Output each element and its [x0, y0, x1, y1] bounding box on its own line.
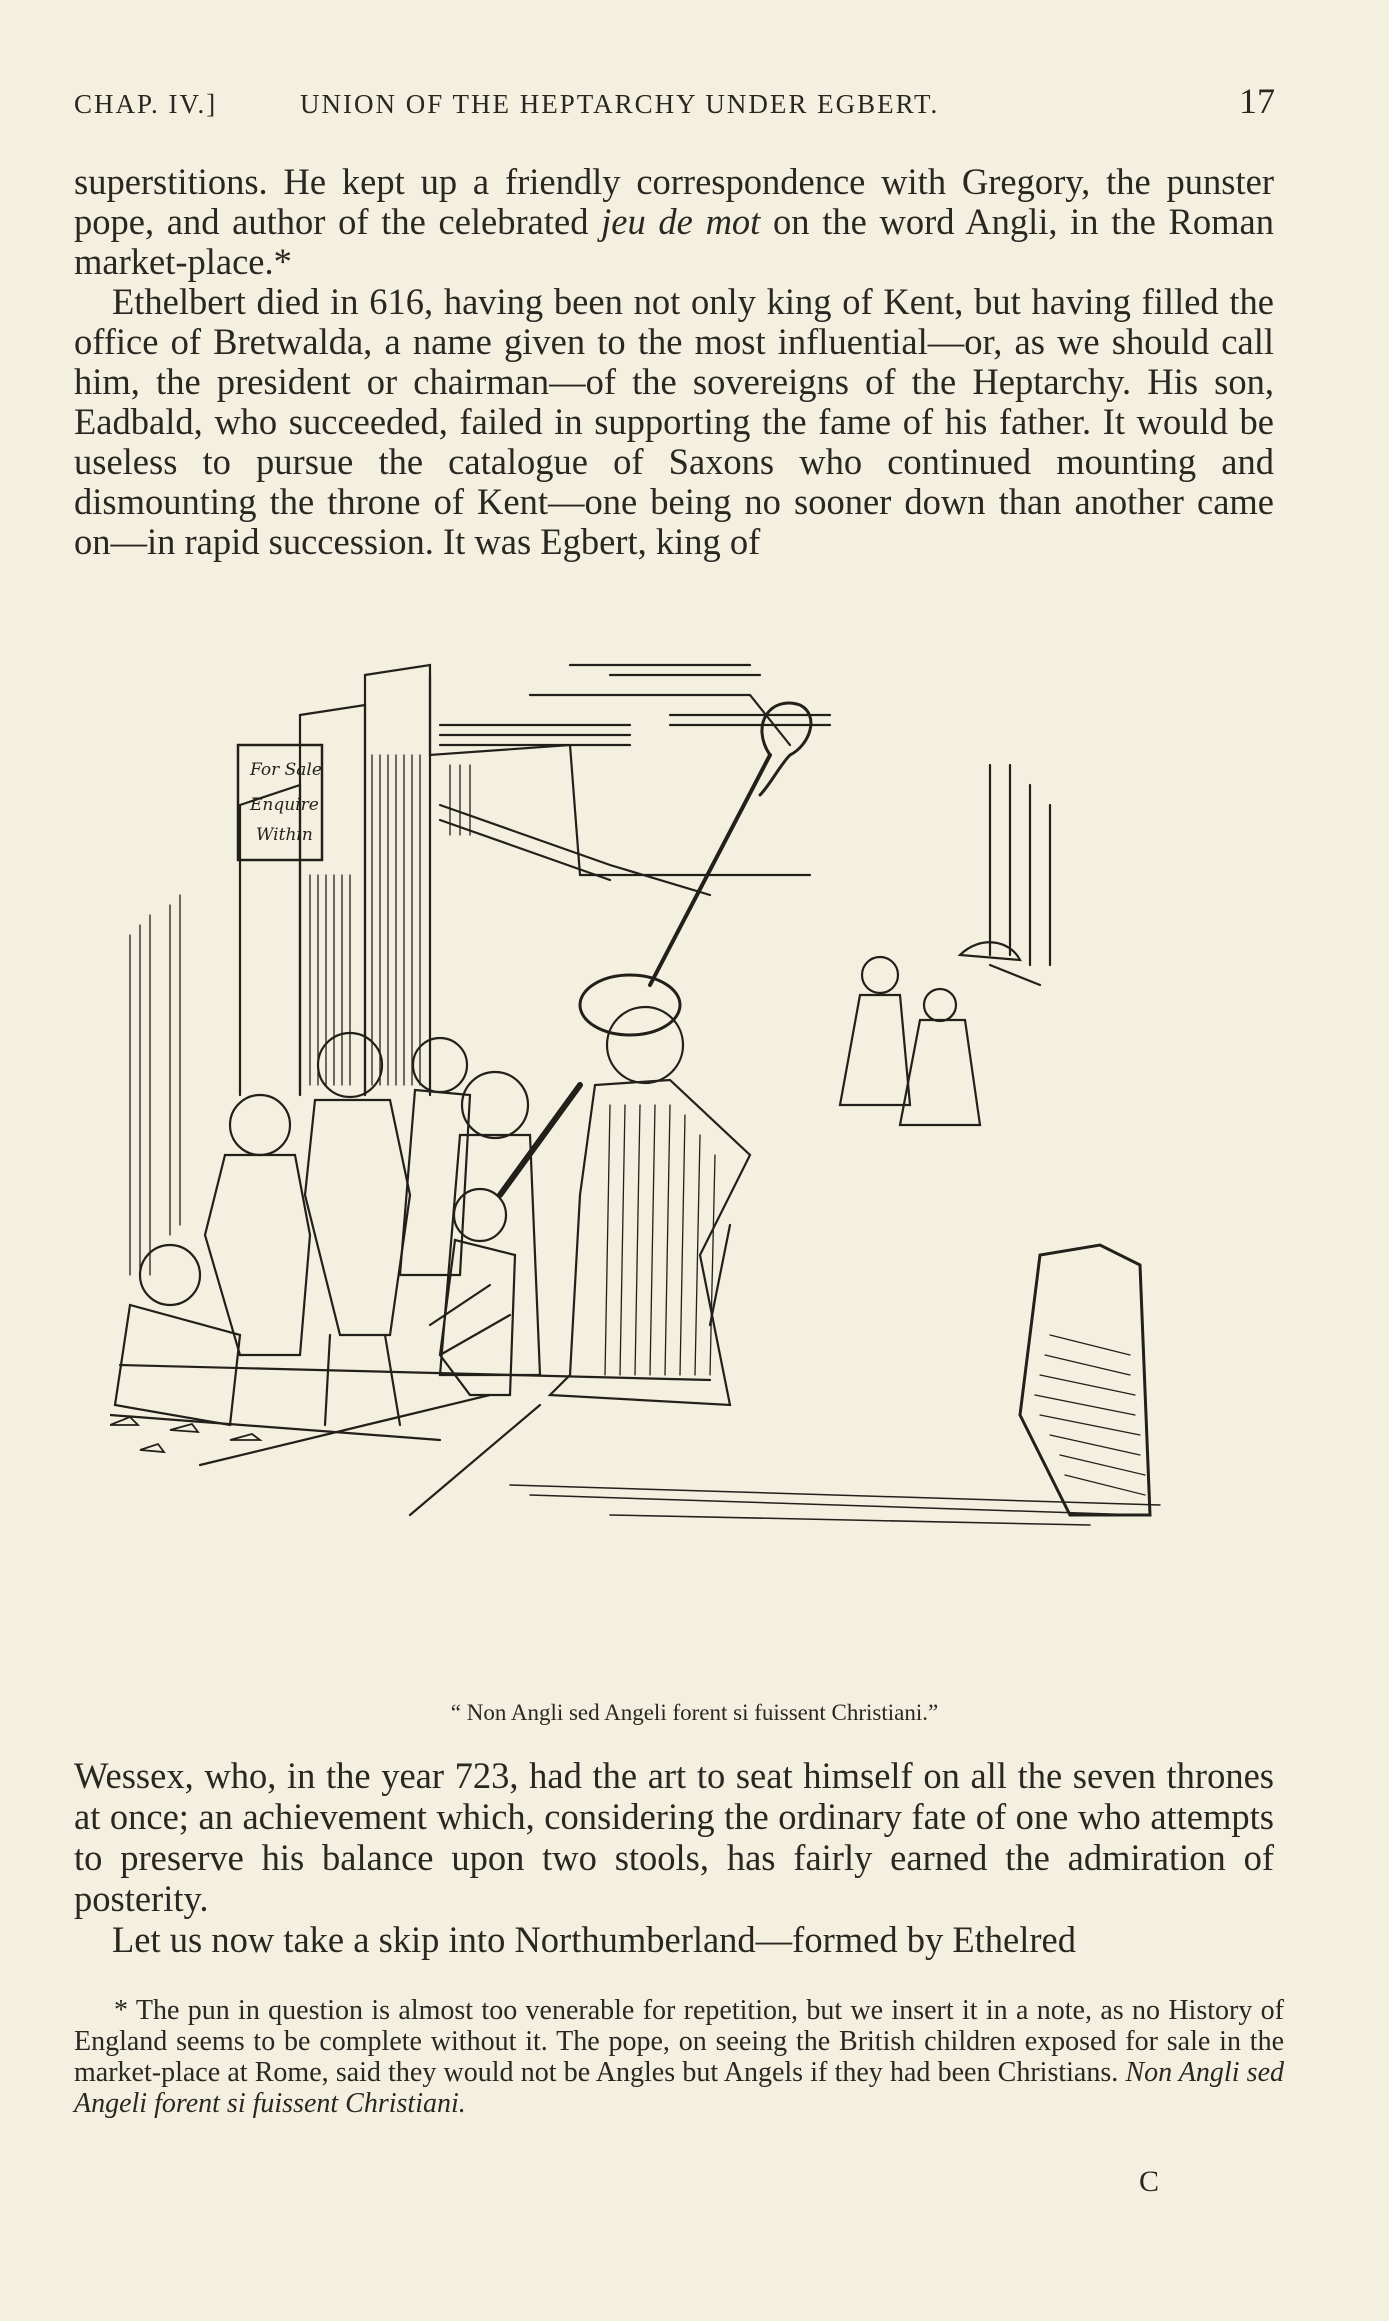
paragraph-wessex: Wessex, who, in the year 723, had the art to seat himself on all the seven thrones at once; an achievement which, considering the ordinary fate of one who attempts to preserve his balance upon two stools, has fairly earned the admiration of posterity. [74, 1755, 1274, 1919]
ground-lines [110, 1285, 1160, 1525]
paragraph-ethelbert: Ethelbert died in 616, having been not only king of Kent, but having filled the office of Bretwalda, a name given to the most influential—or, as we should call him, the president or chairman—of the sovereigns of the Heptarchy. His son, Eadbald, who succeeded, failed in supporting the fame of his father. It would be useless to pursue the catalogue of Saxons who continued mounting and dismounting the throne of Kent—one being no sooner down than another came on—in rapid succession. It was Egbert, king of [74, 281, 1274, 562]
lower-text-block [74, 1755, 1274, 1960]
footnote: * The pun in question is almost too venerable for repetition, but we insert it in a note, as no History of England seems to be complete without it. The pope, on seeing the British children exposed for sale in the market-place at Rome, said they would not be Angles but Angels if they had been Christians. Non Angli sed Angeli forent si fuissent Christiani. [74, 1995, 1284, 2119]
running-head [74, 80, 1275, 130]
paragraph-superstitions: superstitions. He kept up a friendly correspondence with Gregory, the punster pope, and author of the celebrated jeu de mot on the word Angli, in the Roman market-place.* [74, 161, 1274, 282]
chapter-label: CHAP. IV.] [74, 89, 218, 119]
pope-figure [500, 703, 811, 1405]
sign-text-for-sale: For Sale [250, 760, 322, 780]
engraving-illustration [110, 635, 1260, 1685]
upper-text-block [74, 162, 1274, 562]
signature-mark: C [1139, 2165, 1160, 2198]
sign-text-within: Within [256, 825, 313, 845]
footnote-latin-italic: Non Angli sed Angeli forent si fuissent Christiani. [74, 2057, 1284, 2119]
background-figures [840, 942, 1040, 1125]
background-buildings [240, 665, 1050, 1095]
paragraph-northumberland: Let us now take a skip into Northumberland—formed by Ethelred [112, 1919, 1076, 1960]
jeu-de-mot-italic: jeu de mot [601, 201, 761, 242]
sign-text-enquire: Enquire [250, 795, 319, 815]
illustration-caption: “ Non Angli sed Angeli forent si fuissent Christiani.” [450, 1700, 939, 1725]
ground-stones [110, 1417, 260, 1452]
running-title: UNION OF THE HEPTARCHY UNDER EGBERT. [300, 89, 940, 119]
broken-post [1020, 1245, 1150, 1515]
page-number: 17 [1239, 81, 1275, 121]
